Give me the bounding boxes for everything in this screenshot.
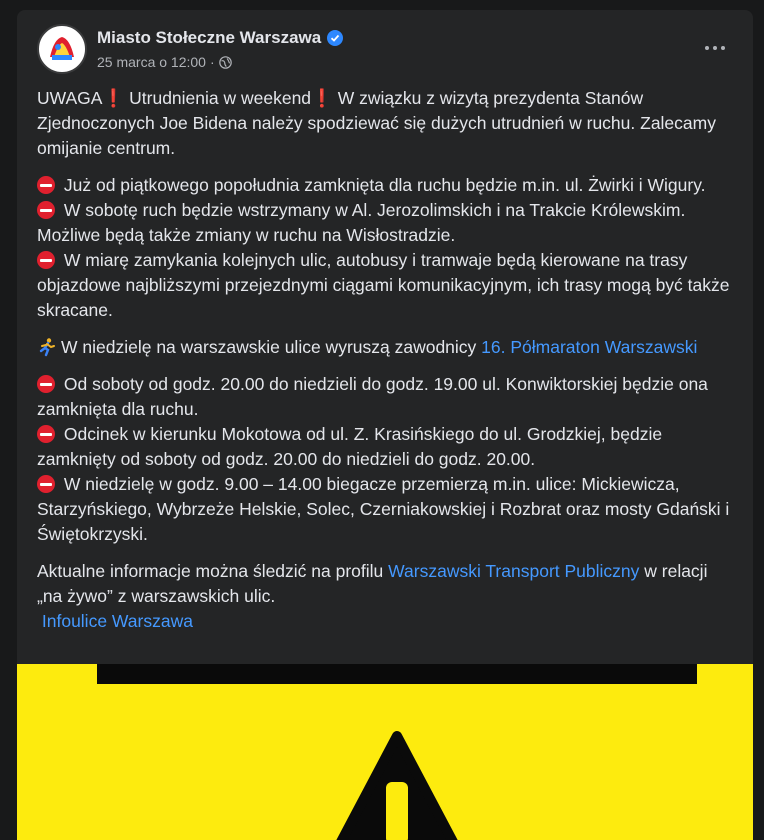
intro-title: Utrudnienia w weekend bbox=[124, 88, 312, 108]
runner-icon bbox=[37, 337, 57, 357]
post-meta bbox=[97, 54, 232, 70]
marathon-paragraph bbox=[37, 335, 737, 360]
post-image[interactable] bbox=[17, 664, 753, 840]
no-entry-icon bbox=[37, 176, 55, 194]
no-entry-icon bbox=[37, 425, 55, 443]
page-name-row bbox=[97, 28, 343, 48]
closure-item: W niedzielę w godz. 9.00 – 14.00 biegacze przemierzą m.in. ulice: Mickiewicza, Starzyńskiego, Wybrzeże Helskie, Solec, Czerniakowskiej i Rozbrat oraz mosty Gdański i Świętokrzyski. bbox=[37, 474, 730, 544]
post-date[interactable]: 25 marca o 12:00 bbox=[97, 54, 206, 70]
no-entry-icon bbox=[37, 251, 55, 269]
warsaw-logo-icon bbox=[40, 27, 84, 71]
closure-item: Odcinek w kierunku Mokotowa od ul. Z. Krasińskiego do ul. Grodzkiej, będzie zamknięty od soboty od godz. 20.00 do niedzieli do godz. 20.00. bbox=[37, 424, 663, 469]
marathon-text: W niedzielę na warszawskie ulice wyruszą zawodnicy bbox=[61, 337, 482, 357]
closure-item: Już od piątkowego popołudnia zamknięta dla ruchu będzie m.in. ul. Żwirki i Wigury. bbox=[63, 175, 706, 195]
warning-triangle-icon bbox=[97, 684, 697, 840]
outro-text: Aktualne informacje można śledzić na profilu bbox=[37, 561, 389, 581]
marathon-link[interactable]: 16. Półmaraton Warszawski bbox=[481, 337, 698, 357]
outro-text-2: w relacji „na żywo” z warszawskich ulic. bbox=[37, 561, 708, 606]
post-text bbox=[37, 86, 737, 646]
no-entry-icon bbox=[37, 375, 55, 393]
closure-item: W sobotę ruch będzie wstrzymany w Al. Jerozolimskich i na Trakcie Królewskim. Możliwe będą także zmiany w ruchu na Wisłostradzie. bbox=[37, 200, 686, 245]
meta-separator: · bbox=[209, 54, 215, 70]
page-name[interactable]: Miasto Stołeczne Warszawa bbox=[97, 28, 322, 47]
outro-paragraph bbox=[37, 559, 737, 634]
no-entry-icon bbox=[37, 475, 55, 493]
intro-body: W związku z wizytą prezydenta Stanów Zjednoczonych Joe Bidena należy spodziewać się dużych utrudnień w ruchu. Zalecamy omijanie centrum. bbox=[37, 88, 716, 158]
closure-item: W miarę zamykania kolejnych ulic, autobusy i tramwaje będą kierowane na trasy objazdowe najbliższymi przejezdnymi ciągami komunikacyjnym, ich trasy mogą być także skracane. bbox=[37, 250, 730, 320]
closures-paragraph-2 bbox=[37, 372, 737, 547]
closures-paragraph-1 bbox=[37, 173, 737, 323]
warning-panel bbox=[97, 684, 697, 840]
page-avatar[interactable] bbox=[37, 24, 87, 74]
no-entry-icon bbox=[37, 201, 55, 219]
exclamation-icon: ❗ bbox=[102, 88, 125, 108]
infoulice-link[interactable]: Infoulice Warszawa bbox=[41, 611, 193, 631]
wtp-link[interactable]: Warszawski Transport Publiczny bbox=[388, 561, 640, 581]
verified-badge-icon bbox=[327, 30, 343, 46]
more-options-icon[interactable] bbox=[697, 30, 733, 66]
intro-uwaga: UWAGA bbox=[37, 88, 103, 108]
post-card bbox=[17, 10, 753, 840]
exclamation-icon: ❗ bbox=[311, 88, 333, 108]
globe-icon[interactable] bbox=[219, 56, 232, 69]
intro-paragraph bbox=[37, 86, 737, 161]
post-header bbox=[37, 24, 733, 76]
closure-item: Od soboty od godz. 20.00 do niedzieli do godz. 19.00 ul. Konwiktorskiej będzie ona zamknięta dla ruchu. bbox=[37, 374, 708, 419]
